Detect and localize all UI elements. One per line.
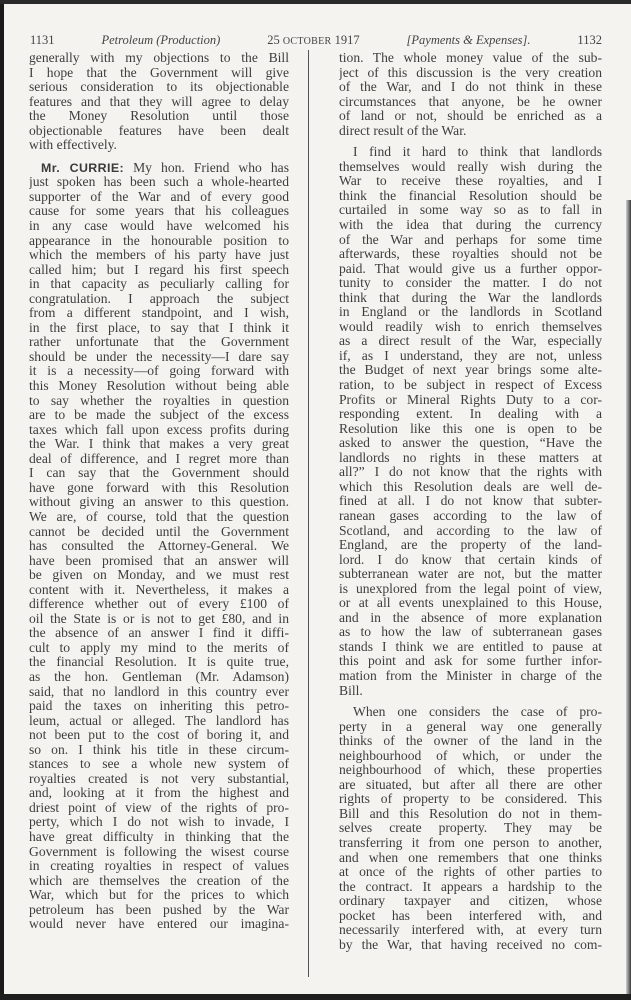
- text-line: so on. I think his title in these circum-: [29, 742, 289, 757]
- text-line: the Budget of next year brings some alte-: [339, 363, 602, 378]
- text-line: cannot be decided until the Government: [29, 524, 289, 539]
- text-line: as the hon. Gentleman (Mr. Adamson): [29, 669, 289, 684]
- text-line: with effectively.: [29, 138, 117, 153]
- text-line: by the War, that having received no com-: [339, 937, 602, 952]
- text-line: as to how the law of subterranean gases: [339, 625, 602, 640]
- text-line: of the War and perhaps for some time: [339, 232, 602, 247]
- text-line: the financial Resolution. It is quite true,: [29, 655, 289, 670]
- text-line: necessarily interfered with, at every turn: [339, 923, 602, 938]
- speech-paragraph: [29, 161, 289, 932]
- text-line: think the financial Resolution should be: [339, 188, 602, 203]
- text-line: the contract. It appears a hardship to the: [339, 879, 602, 894]
- text-line: objectionable features have been dealt: [29, 123, 289, 138]
- text-line: driest point of view of the rights of pro-: [29, 800, 289, 815]
- text-line: petroleum has been pushed by the War: [29, 902, 289, 917]
- date-year: 1917: [334, 33, 360, 47]
- text-line: if, as I understand, they are not, unless: [339, 348, 602, 363]
- left-column: [29, 51, 289, 932]
- page-scan-bottom-edge: [0, 994, 631, 1000]
- text-line: tion. The whole money value of the sub-: [339, 51, 602, 65]
- text-line: the Money Resolution until those: [29, 109, 289, 124]
- text-line: this point and ask for some further infor-: [339, 654, 602, 669]
- text-line: Scotland, and according to the law of: [339, 523, 602, 538]
- text-line: just spoken has been such a whole-hearted: [29, 175, 289, 190]
- text-line: are situated, but after all there are other: [339, 777, 602, 792]
- text-line: or at all events unexplained to this House,: [339, 596, 602, 611]
- text-line: difference whether out of every £100 of: [29, 597, 289, 612]
- text-line: ject of this discussion is the very creation: [339, 65, 602, 80]
- text-line: would readily wish to enrich themselves: [339, 319, 602, 334]
- text-line: and when one remembers that one thinks: [339, 850, 602, 865]
- text-line: pocket has been interfered with, and: [339, 908, 602, 923]
- text-line: called him; but I regard his first speech: [29, 262, 289, 277]
- page-scan-top-edge: [0, 0, 631, 4]
- text-line: generally with my objections to the Bill: [29, 51, 289, 65]
- text-line: Bill and this Resolution do not in them-: [339, 806, 602, 821]
- text-line: not been put to the cost of boring it, and: [29, 728, 289, 743]
- text-line: as a direct result of the War, especially: [339, 334, 602, 349]
- text-line: it is a necessity—of going forward with: [29, 364, 289, 379]
- text-line: ordinary taxpayer and citizen, whose: [339, 894, 602, 909]
- text-line: all?” I do not know that the rights with: [339, 465, 602, 480]
- date-month: OCTOBER: [282, 36, 332, 47]
- text-line: at once of the rights of other parties to: [339, 865, 602, 880]
- text-line: neighbourhood of which, these properties: [339, 763, 602, 778]
- text-line: with the idea that during the currency: [339, 218, 602, 233]
- text-line: selves create property. They may be: [339, 821, 602, 836]
- text-line: rights of property to be considered. This: [339, 792, 602, 807]
- text-line: I can say that the Government should: [29, 466, 289, 481]
- paragraph: [339, 51, 602, 138]
- column-divider: [308, 50, 309, 977]
- text-line: fined at all. I do not know that subter-: [339, 494, 602, 509]
- text-line: Profits or Mineral Rights Duty to a cor-: [339, 392, 602, 407]
- paragraph: [339, 145, 602, 698]
- text-line: I find it hard to think that landlords: [353, 145, 602, 160]
- text-line: have great difficulty in thinking that the: [29, 829, 289, 844]
- text-line: have been promised that an answer will: [29, 553, 289, 568]
- text-line: in England or the landlords in Scotland: [339, 305, 602, 320]
- text-line: responding extent. In dealing with a: [339, 407, 602, 422]
- text-line: When one considers the case of pro-: [353, 705, 602, 720]
- text-line: in that capacity as peculiarly calling for: [29, 277, 289, 292]
- text-line: content with it. Nevertheless, it makes a: [29, 582, 289, 597]
- text-line: said, that no landlord in this country ever: [29, 684, 289, 699]
- text-line: oil the State is or is not to get £80, and in: [29, 611, 289, 626]
- text-line: cult to apply my mind to the merits of: [29, 640, 289, 655]
- text-line: Bill.: [339, 683, 363, 698]
- text-line: are to be made the subject of the excess: [29, 408, 289, 423]
- text-line: direct result of the War.: [339, 123, 467, 138]
- text-line: England, are the property of the land-: [339, 538, 602, 553]
- speaker-name: Mr. CURRIE:: [41, 160, 125, 175]
- speech-text: My hon. Friend who has: [133, 160, 289, 175]
- text-line: would never have entered our imagina-: [29, 917, 289, 932]
- text-line: afterwards, these royalties should not be: [339, 247, 602, 262]
- text-line: in any case would have welcomed his: [29, 219, 289, 234]
- text-line: royalties created is not very substantial,: [29, 771, 289, 786]
- text-line: in creating royalties in respect of values: [29, 859, 289, 874]
- text-line: and in the absence of more explanation: [339, 610, 602, 625]
- text-line: without giving an answer to this question.: [29, 495, 289, 510]
- text-line: appearance in the honourable position to: [29, 233, 289, 248]
- text-line: deal of difference, and I regret more than: [29, 451, 289, 466]
- page-scan-left-edge: [0, 0, 4, 1000]
- text-line: which are themselves the creation of the: [29, 873, 289, 888]
- text-line: tunity to consider the matter. I do not: [339, 276, 602, 291]
- text-line: Resolution like this one is open to be: [339, 421, 602, 436]
- text-line: which this Resolution deals are well de-: [339, 479, 602, 494]
- text-line: paid. That would give us a further oppor-: [339, 261, 602, 276]
- text-line: paid the taxes on inheriting this petro-: [29, 699, 289, 714]
- text-line: taxes which fall upon excess profits during: [29, 422, 289, 437]
- text-line: has consulted the Attorney-General. We: [29, 539, 289, 554]
- text-line: be given on Monday, and we must rest: [29, 568, 289, 583]
- text-line: which the members of his party have just: [29, 248, 289, 263]
- left-running-title: Petroleum (Production): [101, 33, 221, 47]
- paragraph: [339, 705, 602, 952]
- text-line: from a different standpoint, and I wish,: [29, 306, 289, 321]
- text-line: in the first place, to say that I think it: [29, 320, 289, 335]
- text-line: thinks of the owner of the land in the: [339, 734, 602, 749]
- right-column: [339, 51, 602, 952]
- text-line: think that during the War the landlords: [339, 290, 602, 305]
- right-running-title: [Payments & Expenses].: [406, 33, 531, 47]
- text-line: perty in a general way one generally: [339, 719, 602, 734]
- text-line: the absence of an answer I find it diffi-: [29, 626, 289, 641]
- text-line: I hope that the Government will give: [29, 65, 289, 80]
- text-line: Government is following the wisest course: [29, 844, 289, 859]
- text-line: and, looking at it from the highest and: [29, 786, 289, 801]
- text-line: cause for some years that his colleagues: [29, 204, 289, 219]
- text-line: War, which but for the prices to which: [29, 888, 289, 903]
- left-column-number: 1131: [30, 33, 55, 47]
- text-line: congratulation. I approach the subject: [29, 291, 289, 306]
- text-line: mation from the Minister in charge of the: [339, 668, 602, 683]
- text-line: supporter of the War and of every good: [29, 189, 289, 204]
- text-line: rather unfortunate that the Government: [29, 335, 289, 350]
- speech-first-line: [29, 161, 289, 176]
- running-head: [30, 32, 602, 48]
- text-line: should be under the necessity—I dare say: [29, 349, 289, 364]
- sitting-date: [267, 32, 359, 50]
- text-line: this Money Resolution without being able: [29, 379, 289, 394]
- text-line: transferring it from one person to another,: [339, 835, 602, 850]
- text-line: leum, actual or alleged. The landlord has: [29, 713, 289, 728]
- text-line: curtailed in some way so as to fall in: [339, 203, 602, 218]
- text-line: War to receive these royalties, and I: [339, 174, 602, 189]
- text-line: ranean gases according to the law of: [339, 508, 602, 523]
- text-line: features and that they will agree to delay: [29, 94, 289, 109]
- text-line: have gone forward with this Resolution: [29, 480, 289, 495]
- text-line: to say whether the royalties in question: [29, 393, 289, 408]
- text-line: neighbourhood of which, or under the: [339, 748, 602, 763]
- page-scan-right-edge: [626, 200, 631, 994]
- text-line: the War. I think that makes a very great: [29, 437, 289, 452]
- date-day: 25: [267, 33, 280, 47]
- text-line: serious consideration to its objectionable: [29, 80, 289, 95]
- text-line: stands I think we are entitled to pause at: [339, 639, 602, 654]
- right-column-number: 1132: [577, 33, 602, 47]
- text-line: landlords no rights in these matters at: [339, 450, 602, 465]
- text-line: of the War, and I do not think in these: [339, 80, 602, 95]
- text-line: We are, of course, told that the question: [29, 509, 289, 524]
- text-line: asked to answer the question, “Have the: [339, 436, 602, 451]
- text-line: lord. I do know that certain kinds of: [339, 552, 602, 567]
- text-line: ration, to be subject in respect of Excess: [339, 378, 602, 393]
- continuation-paragraph: [29, 51, 289, 153]
- text-line: is unexplored from the legal point of view,: [339, 581, 602, 596]
- text-line: perty, which I do not wish to invade, I: [29, 815, 289, 830]
- text-line: subterranean water are not, but the matter: [339, 567, 602, 582]
- text-line: themselves would really wish during the: [339, 159, 602, 174]
- text-line: stances to see a whole new system of: [29, 757, 289, 772]
- text-line: circumstances that anyone, be he owner: [339, 94, 602, 109]
- text-line: of land or not, should be enriched as a: [339, 109, 602, 124]
